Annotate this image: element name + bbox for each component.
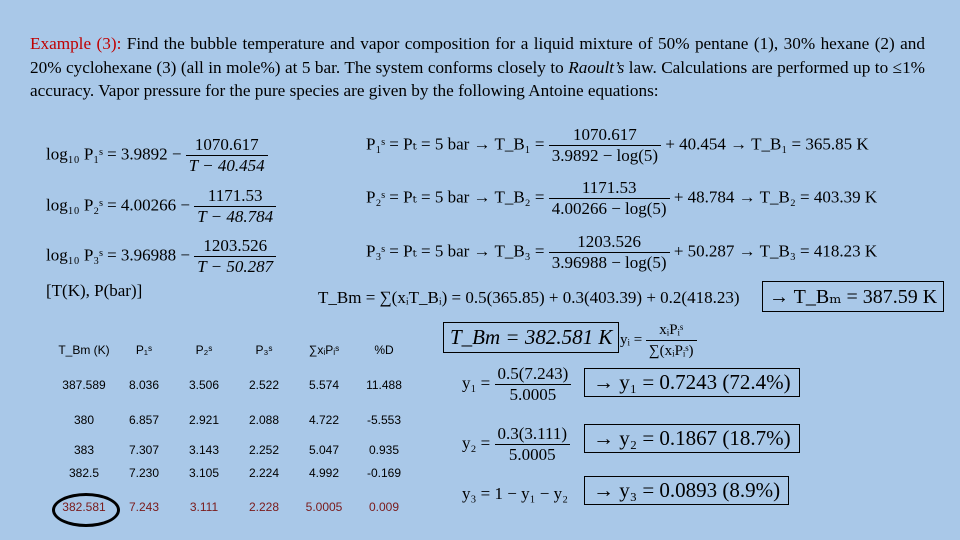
units-note: [T(K), P(bar)] (46, 281, 143, 300)
problem-statement (30, 32, 925, 103)
example-label: Example (3): (30, 34, 122, 53)
final-tbm-box: T_Bm = 382.581 K (443, 322, 619, 353)
statement-text-b: law. Calculations are performed up to ≤1% accuracy. Vapor pressure for the pure species are given by the following Antoine equations: (30, 57, 925, 100)
y2-calc: y₂ = $\frac{0.3(3.111)}{5.0005}$ (462, 424, 570, 465)
header-p3: P₃ˢ (255, 343, 273, 357)
antoine-eq-2: log₁₀ P₂ˢ = 4.00266 − $\frac{1171.53}{T - 48.784}$ (46, 186, 276, 227)
y3-calc: y₃ = 1 − y₁ − y₂ (462, 484, 569, 503)
tb2-eq: P₂ˢ = Pₜ = 5 bar → T_B₂ = $\frac{1171.53}{4.00266 - \log(5)}$ + 48.784 → T_B₂ = 403.39 K (366, 178, 878, 218)
antoine-eq-3: log₁₀ P₃ˢ = 3.96988 − $\frac{1203.526}{T - 50.287}$ (46, 236, 276, 277)
antoine-eq-1: log₁₀ P₁ˢ = 3.9892 − $\frac{1070.617}{T - 40.454}$ (46, 135, 268, 176)
header-p2: P₂ˢ (195, 343, 213, 357)
tb3-eq: P₃ˢ = Pₜ = 5 bar → T_B₃ = $\frac{1203.526}{3.96988 - \log(5)}$ + 50.287 → T_B₃ = 418.23 K (366, 232, 878, 272)
header-pctd: %D (374, 343, 394, 357)
statement-text-a: Find the bubble temperature and vapor composition for a liquid mixture of 50% pentane (1), 30% hexane (2) and 20% cyclohexane (3) (all in mole%) at 5 bar. The system conforms closely to (30, 34, 925, 77)
raoult-word: Raoult’s (568, 57, 625, 77)
yi-formula: yᵢ = $\frac{\text{xᵢPᵢˢ}}{\text{∑(xᵢPᵢˢ)}}$ (620, 320, 697, 361)
tbm-average-result: → T_Bₘ = 387.59 K (762, 281, 944, 312)
header-tbm: T_Bm (K) (58, 343, 110, 357)
header-p1: P₁ˢ (135, 343, 153, 357)
header-sum: ∑xᵢPᵢˢ (308, 343, 340, 357)
tbm-average-eq: T_Bm = ∑(xᵢT_Bᵢ) = 0.5(365.85) + 0.3(403.39) + 0.2(418.23) (318, 288, 740, 307)
y2-result: → y₂ = 0.1867 (18.7%) (584, 424, 800, 453)
y1-calc: y₁ = $\frac{0.5(7.243)}{5.0005}$ (462, 364, 571, 405)
tb1-eq: P₁ˢ = Pₜ = 5 bar → T_B₁ = $\frac{1070.617}{3.9892 - \log(5)}$ + 40.454 → T_B₁ = 365.85 K (366, 125, 869, 165)
y1-result: → y₁ = 0.7243 (72.4%) (584, 368, 800, 397)
y3-result: → y₃ = 0.0893 (8.9%) (584, 476, 789, 505)
